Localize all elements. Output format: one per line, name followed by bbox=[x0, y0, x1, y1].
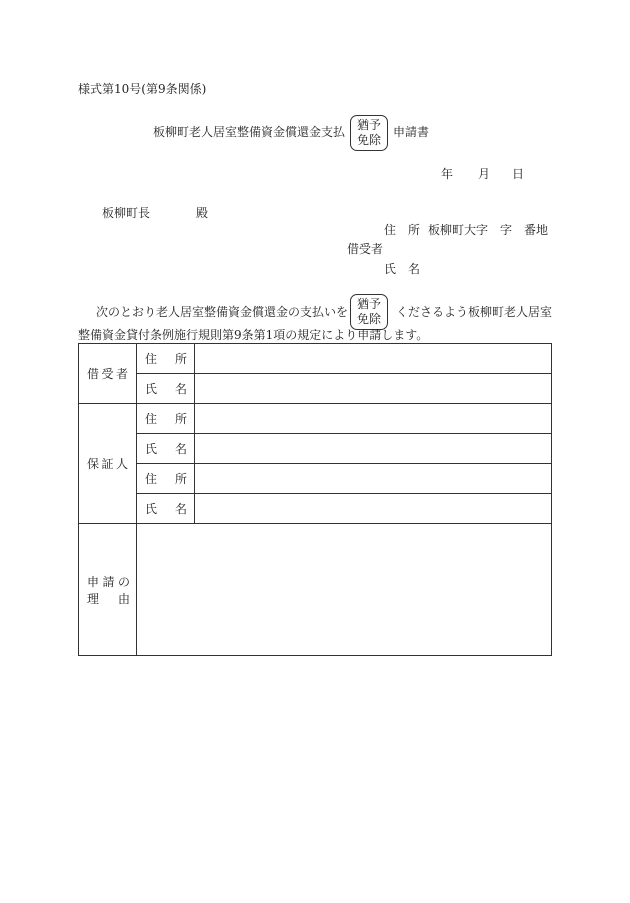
body-line1-prefix: 次のとおり老人居室整備資金償還金の支払いを bbox=[96, 305, 349, 319]
date-day: 日 bbox=[512, 167, 525, 181]
title-option-defer: 猶予 bbox=[356, 118, 381, 132]
body-option-defer: 猶予 bbox=[356, 297, 381, 311]
borrower-address-field[interactable] bbox=[195, 344, 552, 374]
title-option-bracket bbox=[350, 115, 388, 151]
body-option-exempt: 免除 bbox=[356, 312, 381, 326]
borrower-group-label bbox=[79, 344, 137, 404]
applicant-address-label: 住 所 bbox=[384, 223, 421, 237]
body-option-bracket bbox=[350, 294, 388, 330]
guarantor2-name-label: 氏 名 bbox=[137, 494, 195, 524]
guarantor1-name-field[interactable] bbox=[195, 434, 552, 464]
reason-field[interactable] bbox=[137, 524, 552, 656]
guarantor-label-char: 保 bbox=[87, 457, 100, 471]
date-month: 月 bbox=[478, 167, 491, 181]
title-suffix: 申請書 bbox=[393, 125, 430, 139]
reason-label: 申 請 の 理 由 bbox=[79, 524, 137, 656]
body-line1-suffix: くださるよう板柳町老人居室 bbox=[396, 305, 553, 319]
guarantor-group-label bbox=[79, 404, 137, 524]
addressee-name: 板柳町長 bbox=[102, 206, 151, 220]
date-year: 年 bbox=[441, 167, 454, 181]
guarantor2-name-field[interactable] bbox=[195, 494, 552, 524]
title-prefix: 板柳町老人居室整備資金償還金支払 bbox=[153, 125, 346, 139]
guarantor1-name-label: 氏 名 bbox=[137, 434, 195, 464]
guarantor-label-char: 人 bbox=[115, 457, 128, 471]
borrower-address-label: 住 所 bbox=[137, 344, 195, 374]
borrower-label-char: 受 bbox=[101, 367, 114, 381]
guarantor2-address-field[interactable] bbox=[195, 464, 552, 494]
guarantor1-address-field[interactable] bbox=[195, 404, 552, 434]
guarantor2-address-label: 住 所 bbox=[137, 464, 195, 494]
guarantor-label-char: 証 bbox=[101, 457, 114, 471]
form-number: 様式第10号(第9条関係) bbox=[78, 82, 207, 96]
applicant-name-label: 氏 名 bbox=[384, 262, 421, 276]
body-line2: 整備資金貸付条例施行規則第9条第1項の規定により申請します。 bbox=[78, 328, 429, 342]
applicant-address-value: 板柳町大字 字 番地 bbox=[428, 223, 549, 237]
addressee-honorific: 殿 bbox=[196, 206, 209, 220]
applicant-role: 借受者 bbox=[347, 242, 384, 256]
title-option-exempt: 免除 bbox=[356, 133, 381, 147]
application-table bbox=[78, 343, 552, 656]
borrower-label-char: 借 bbox=[87, 367, 100, 381]
borrower-name-field[interactable] bbox=[195, 374, 552, 404]
borrower-name-label: 氏 名 bbox=[137, 374, 195, 404]
borrower-label-char: 者 bbox=[115, 367, 128, 381]
guarantor1-address-label: 住 所 bbox=[137, 404, 195, 434]
